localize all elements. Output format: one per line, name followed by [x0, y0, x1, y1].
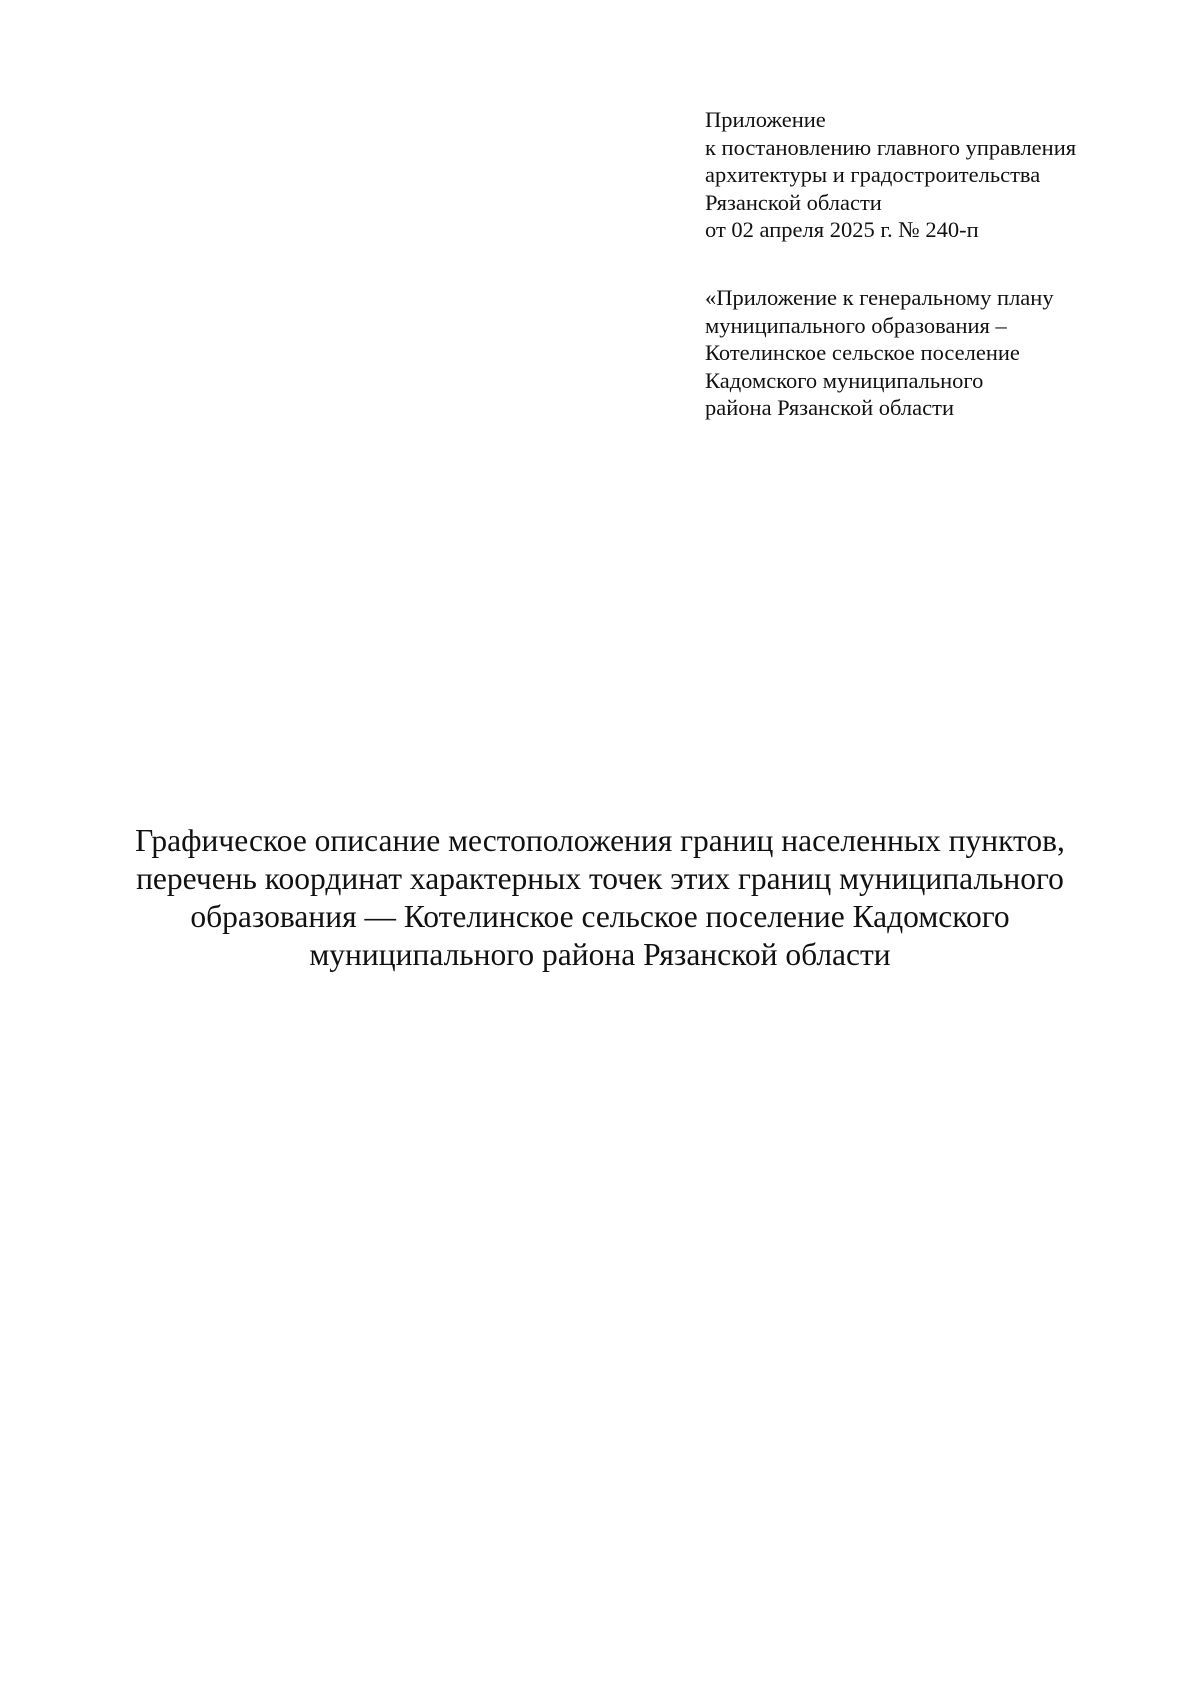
title-line-2: перечень координат характерных точек этих границ муниципального — [136, 861, 1064, 896]
title-line-4: муниципального района Рязанской области — [309, 937, 891, 972]
annex-line-1: Приложение — [705, 107, 826, 132]
annex-date-number: от 02 апреля 2025 г. № 240-п — [705, 217, 979, 243]
title-line-1: Графическое описание местоположения границ населенных пунктов, — [135, 823, 1065, 858]
annex-line-2: к постановлению главного управления — [705, 134, 1077, 160]
document-title — [100, 822, 1100, 974]
plan-annex-line-3: Котелинское сельское поселение — [705, 340, 1020, 366]
title-line-3: образования — Котелинское сельское поселение Кадомского — [190, 899, 1010, 934]
plan-annex-line-5: района Рязанской области — [705, 395, 955, 421]
plan-annex-line-1: «Приложение к генеральному плану — [705, 284, 1054, 310]
plan-annex-line-4: Кадомского муниципального — [705, 367, 984, 393]
plan-annex-line-2: муниципального образования – — [705, 312, 1007, 338]
header-spacer — [705, 244, 1175, 284]
annex-line-4: Рязанской области — [705, 189, 882, 215]
annex-line-3: архитектуры и градостроительства — [705, 162, 1041, 188]
annex-header — [705, 106, 1175, 422]
